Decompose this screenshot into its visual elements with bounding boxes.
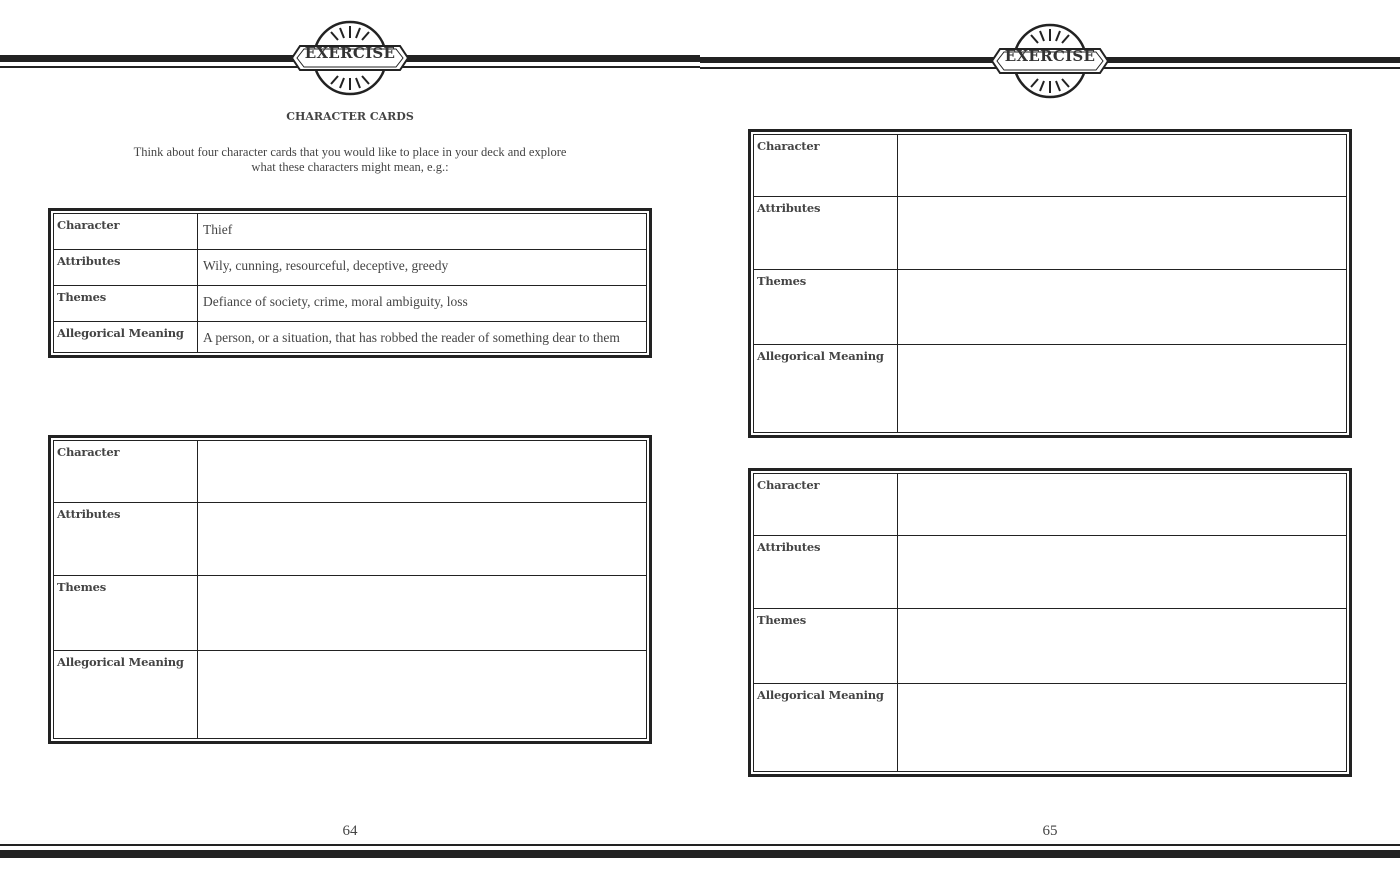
card-label: Attributes xyxy=(54,250,198,285)
card-field[interactable] xyxy=(198,651,646,738)
card-row-themes[interactable] xyxy=(754,269,1346,344)
exercise-badge-label: EXERCISE xyxy=(304,44,396,62)
card-row-attributes[interactable] xyxy=(754,196,1346,269)
card-row-character[interactable] xyxy=(754,135,1346,196)
exercise-badge-label: EXERCISE xyxy=(1004,47,1096,65)
card-field[interactable] xyxy=(198,576,646,650)
card-row-character[interactable] xyxy=(754,474,1346,535)
card-label: Character xyxy=(54,441,198,502)
blank-character-card xyxy=(748,129,1352,438)
page-number-right: 65 xyxy=(1042,823,1058,839)
intro-text xyxy=(120,145,580,175)
card-field[interactable] xyxy=(898,474,1346,535)
card-row-themes[interactable] xyxy=(54,575,646,650)
card-label: Attributes xyxy=(754,536,898,608)
card-label: Character xyxy=(54,214,198,249)
card-label: Character xyxy=(754,474,898,535)
card-row-character xyxy=(54,214,646,249)
card-label: Attributes xyxy=(754,197,898,269)
card-label: Themes xyxy=(54,286,198,321)
card-value: A person, or a situation, that has robbed the reader of something dear to them xyxy=(203,330,620,345)
card-row-allegorical-meaning[interactable] xyxy=(54,650,646,738)
card-label: Themes xyxy=(754,609,898,683)
page-number-left: 64 xyxy=(342,823,358,839)
card-field[interactable] xyxy=(198,503,646,575)
card-label: Character xyxy=(754,135,898,196)
card-field[interactable] xyxy=(898,270,1346,344)
card-label: Attributes xyxy=(54,503,198,575)
card-field[interactable] xyxy=(898,197,1346,269)
intro-line: what these characters might mean, e.g.: xyxy=(251,160,449,174)
blank-character-card xyxy=(748,468,1352,777)
card-row-attributes[interactable] xyxy=(54,502,646,575)
footer-rule-thin xyxy=(0,844,1400,846)
card-row-themes xyxy=(54,285,646,321)
card-value: Thief xyxy=(203,222,233,237)
card-field[interactable] xyxy=(898,536,1346,608)
card-field[interactable] xyxy=(898,684,1346,771)
card-value: Wily, cunning, resourceful, deceptive, greedy xyxy=(203,258,449,273)
card-row-character[interactable] xyxy=(54,441,646,502)
card-label: Allegorical Meaning xyxy=(754,345,898,432)
card-label: Themes xyxy=(754,270,898,344)
intro-line: Think about four character cards that you would like to place in your deck and explore xyxy=(133,145,567,159)
exercise-badge-left xyxy=(290,18,410,98)
card-row-attributes[interactable] xyxy=(754,535,1346,608)
card-field[interactable] xyxy=(898,609,1346,683)
exercise-badge-right xyxy=(990,21,1110,101)
card-label: Allegorical Meaning xyxy=(754,684,898,771)
card-label: Allegorical Meaning xyxy=(54,322,198,352)
card-row-allegorical-meaning[interactable] xyxy=(754,344,1346,432)
card-value: Defiance of society, crime, moral ambiguity, loss xyxy=(203,294,468,309)
card-label: Themes xyxy=(54,576,198,650)
blank-character-card xyxy=(48,435,652,744)
card-row-allegorical-meaning xyxy=(54,321,646,352)
example-character-card xyxy=(48,208,652,358)
card-row-allegorical-meaning[interactable] xyxy=(754,683,1346,771)
card-field[interactable] xyxy=(198,441,646,502)
card-field[interactable] xyxy=(898,345,1346,432)
section-title: CHARACTER CARDS xyxy=(286,110,414,123)
card-row-themes[interactable] xyxy=(754,608,1346,683)
card-field[interactable] xyxy=(898,135,1346,196)
card-row-attributes xyxy=(54,249,646,285)
footer-rule-thick xyxy=(0,850,1400,858)
card-label: Allegorical Meaning xyxy=(54,651,198,738)
